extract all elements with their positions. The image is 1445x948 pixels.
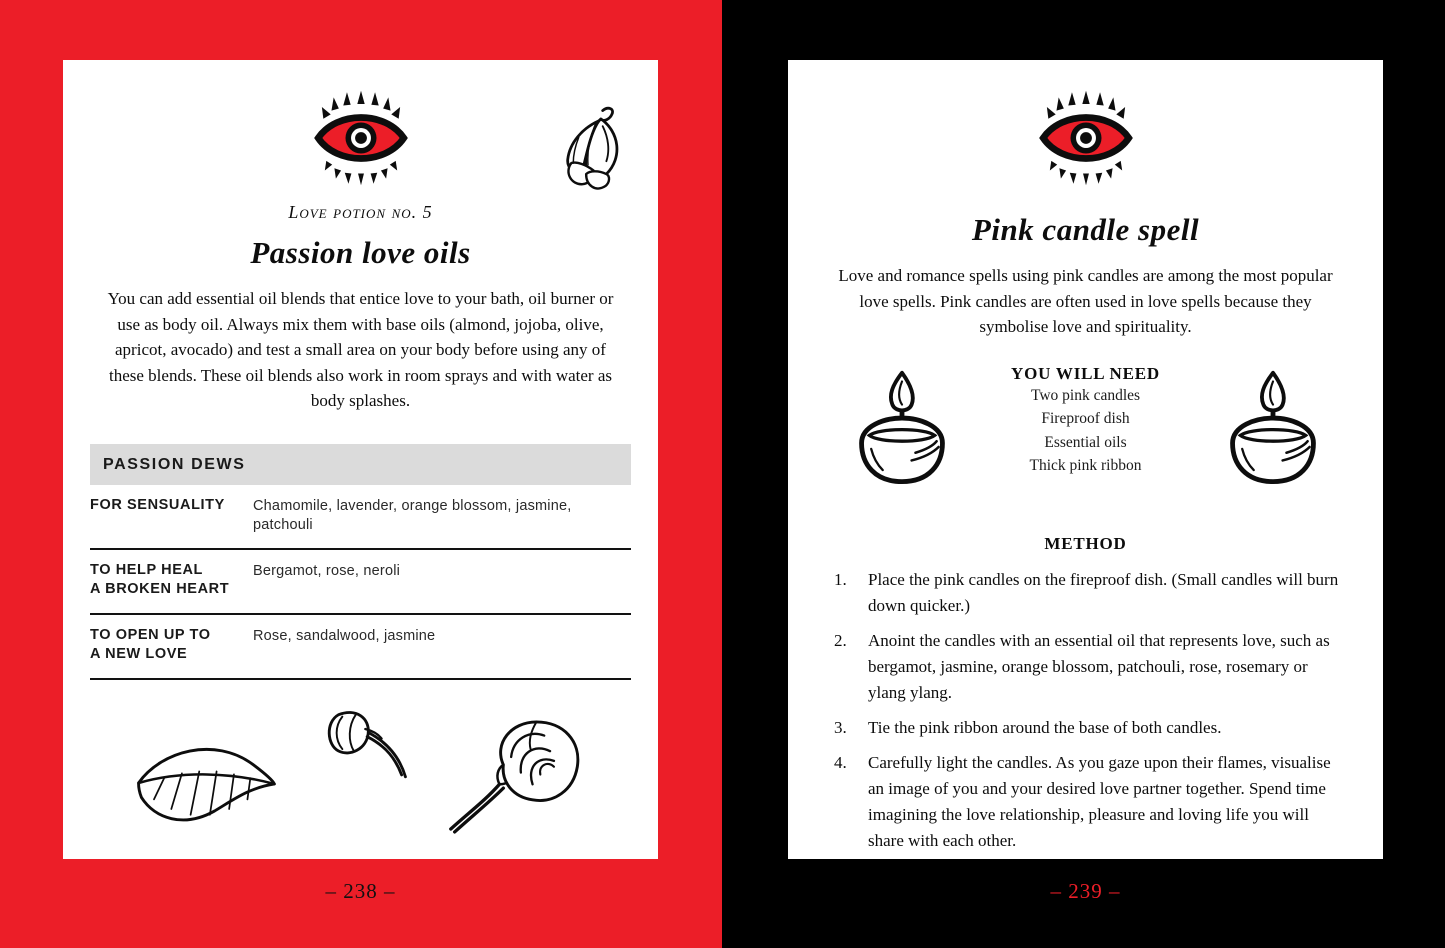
leaf-icon	[133, 730, 279, 836]
passion-dews-table	[90, 444, 631, 680]
row-label: FOR SENSUALITY	[90, 496, 225, 513]
row-label: TO OPEN UP TO A NEW LOVE	[90, 626, 211, 662]
list-item: Thick pink ribbon	[1029, 457, 1142, 474]
step-text: Place the pink candles on the fireproof dish. (Small candles will burn down quicker.)	[868, 569, 1339, 615]
right-page-number: – 239 –	[1050, 879, 1121, 903]
method-step	[834, 567, 1343, 619]
candle-icon	[844, 368, 960, 498]
step-text: Anoint the candles with an essential oil that represents love, such as bergamot, jasmine, orange blossom, patchouli, rose, rosemary or ylang ylang.	[868, 630, 1330, 702]
step-number: 3.	[834, 717, 847, 737]
rose-icon	[443, 714, 589, 836]
page-title: Pink candle spell	[971, 212, 1200, 247]
row-value: Rose, sandalwood, jasmine	[253, 627, 436, 644]
left-spread-background	[0, 0, 722, 948]
candle-icon	[1215, 368, 1331, 498]
you-will-need-section	[788, 364, 1383, 518]
list-item: Fireproof dish	[1041, 410, 1130, 427]
you-will-need-heading: YOU WILL NEED	[1011, 363, 1160, 383]
intro-paragraph: Love and romance spells using pink candles are among the most popular love spells. Pink candles are often used in love spells because they symbolise love and spirituality.	[838, 266, 1333, 336]
method-step	[834, 715, 1343, 741]
step-number: 1.	[834, 569, 847, 589]
evil-eye-icon	[313, 90, 409, 186]
method-step	[834, 628, 1343, 706]
row-label: TO HELP HEAL A BROKEN HEART	[90, 561, 230, 597]
table-header: PASSION DEWS	[90, 444, 631, 485]
method-list	[834, 567, 1343, 854]
magnolia-bud-icon	[538, 106, 626, 198]
left-page-number: – 238 –	[325, 879, 396, 903]
flower-bud-icon	[305, 708, 417, 794]
page-title: Passion love oils	[250, 235, 471, 270]
method-step	[834, 750, 1343, 854]
step-number: 4.	[834, 752, 847, 772]
step-text: Tie the pink ribbon around the base of both candles.	[868, 717, 1222, 737]
intro-paragraph: You can add essential oil blends that entice love to your bath, oil burner or use as body oil. Always mix them with base oils (almond, jojoba, olive, apricot, avocado) and test a small area on your body before using any of these blends. These oil blends also work in room sprays and with water as body splashes.	[107, 289, 614, 410]
left-page	[63, 60, 658, 859]
row-value: Bergamot, rose, neroli	[253, 562, 401, 579]
you-will-need-list	[936, 364, 1236, 478]
evil-eye-icon	[1038, 90, 1134, 186]
step-number: 2.	[834, 630, 847, 650]
table-row	[90, 615, 631, 680]
method-heading: METHOD	[1044, 533, 1127, 553]
list-item: Two pink candles	[1030, 386, 1141, 404]
step-text: Carefully light the candles. As you gaze upon their flames, visualise an image of you and your desired love partner together. Spend time imagining the love relationship, pleasure and loving life you will share with each other.	[868, 752, 1331, 850]
table-row	[90, 485, 631, 550]
right-spread-background	[722, 0, 1445, 948]
recipe-kicker: Love potion no. 5	[288, 202, 433, 222]
row-value: Chamomile, lavender, orange blossom, jasmine, patchouli	[253, 497, 572, 533]
bottom-illustrations	[63, 706, 658, 836]
right-page	[788, 60, 1383, 859]
table-row	[90, 550, 631, 615]
list-item: Essential oils	[1044, 433, 1127, 451]
